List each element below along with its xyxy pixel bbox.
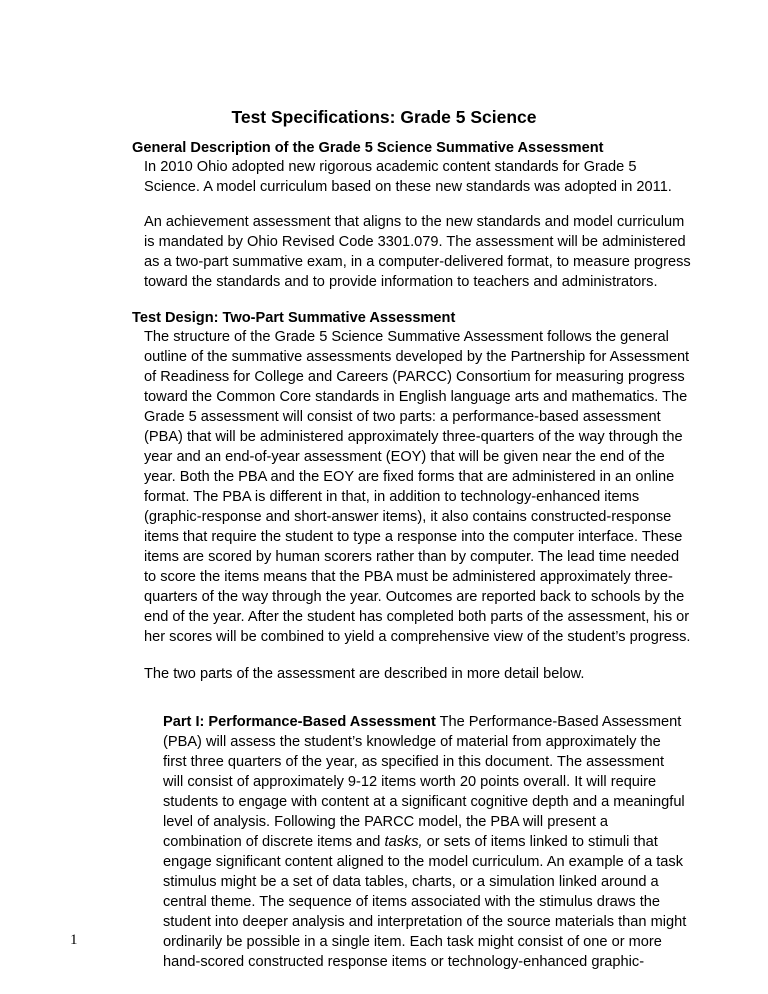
text-line: format. The PBA is different in that, in addition to technology-enhanced items bbox=[144, 489, 640, 505]
text-line: outline of the summative assessments developed by the Partnership for Assessment bbox=[144, 349, 690, 365]
text-line: toward the standards and to provide information to teachers and administrators. bbox=[144, 274, 658, 290]
text-line: of Readiness for College and Careers (PARCC) Consortium for measuring progress bbox=[144, 369, 685, 385]
text-line: Grade 5 assessment will consist of two parts: a performance-based assessment bbox=[144, 409, 661, 425]
text-line: engage significant content aligned to the model curriculum. An example of a task bbox=[163, 854, 684, 870]
text-line: stimulus might be a set of data tables, charts, or a simulation linked around a bbox=[163, 874, 659, 890]
text-line bbox=[163, 712, 756, 732]
page-number: 1 bbox=[70, 932, 78, 948]
text-line: students to engage with content at a significant cognitive depth and a meaningful bbox=[163, 794, 685, 810]
section-heading-general-description: General Description of the Grade 5 Science Summative Assessment bbox=[132, 140, 604, 156]
part-one-first-line: The Performance-Based Assessment bbox=[435, 714, 682, 730]
text-line: is mandated by Ohio Revised Code 3301.079. The assessment will be administered bbox=[144, 234, 686, 250]
text-line: central theme. The sequence of items associated with the stimulus draws the bbox=[163, 894, 660, 910]
text-line: In 2010 Ohio adopted new rigorous academic content standards for Grade 5 bbox=[144, 159, 637, 175]
text-line: first three quarters of the year, as specified in this document. The assessment bbox=[163, 754, 665, 770]
text-line: The two parts of the assessment are described in more detail below. bbox=[144, 666, 585, 682]
text-line: toward the Common Core standards in English language arts and mathematics. The bbox=[144, 389, 688, 405]
part-one-label: Part I: Performance-Based Assessment bbox=[163, 714, 436, 730]
paragraph-part-one bbox=[163, 712, 756, 972]
text-line: quarters of the way through the year. Outcomes are reported back to schools by the bbox=[144, 589, 685, 605]
text-line: student into deeper analysis and interpretation of the source materials than might bbox=[163, 914, 687, 930]
text-line: level of analysis. Following the PARCC model, the PBA will present a bbox=[163, 814, 609, 830]
text-line: to score the items means that the PBA must be administered approximately three- bbox=[144, 569, 673, 585]
text-line: will consist of approximately 9-12 items worth 20 points overall. It will require bbox=[163, 774, 657, 790]
tasks-line-before: combination of discrete items and bbox=[163, 834, 385, 850]
text-line: (PBA) that will be administered approximately three-quarters of the way through the bbox=[144, 429, 683, 445]
paragraph-two-parts bbox=[144, 664, 756, 684]
section-heading-test-design: Test Design: Two-Part Summative Assessment bbox=[132, 310, 456, 326]
text-line: (graphic-response and short-answer items), it also contains constructed-response bbox=[144, 509, 672, 525]
text-line: The structure of the Grade 5 Science Summative Assessment follows the general bbox=[144, 329, 669, 345]
text-line: year. Both the PBA and the EOY are fixed forms that are administered in an online bbox=[144, 469, 675, 485]
tasks-italic-term: tasks, bbox=[384, 834, 423, 850]
text-line: end of the year. After the student has completed both parts of the assessment, his or bbox=[144, 609, 690, 625]
text-line: year and an end-of-year assessment (EOY) that will be given near the end of the bbox=[144, 449, 665, 465]
paragraph-general-1 bbox=[144, 157, 756, 197]
text-line: Science. A model curriculum based on these new standards was adopted in 2011. bbox=[144, 179, 672, 195]
tasks-line-after: or sets of items linked to stimuli that bbox=[422, 834, 658, 850]
text-line: items that require the student to type a response into the computer interface. These bbox=[144, 529, 683, 545]
text-line: as a two-part summative exam, in a computer-delivered format, to measure progress bbox=[144, 254, 691, 270]
text-line: hand-scored constructed response items or technology-enhanced graphic- bbox=[163, 954, 645, 970]
text-line: ordinarily be possible in a single item. Each task might consist of one or more bbox=[163, 934, 662, 950]
text-line: (PBA) will assess the student’s knowledge of material from approximately the bbox=[163, 734, 661, 750]
text-line: her scores will be combined to yield a comprehensive view of the student’s progress. bbox=[144, 629, 691, 645]
text-line bbox=[163, 832, 756, 852]
page-title: Test Specifications: Grade 5 Science bbox=[231, 107, 537, 127]
text-line: An achievement assessment that aligns to the new standards and model curriculum bbox=[144, 214, 685, 230]
paragraph-general-2 bbox=[144, 212, 756, 292]
paragraph-test-design bbox=[144, 327, 756, 647]
text-line: items are scored by human scorers rather than by computer. The lead time needed bbox=[144, 549, 680, 565]
